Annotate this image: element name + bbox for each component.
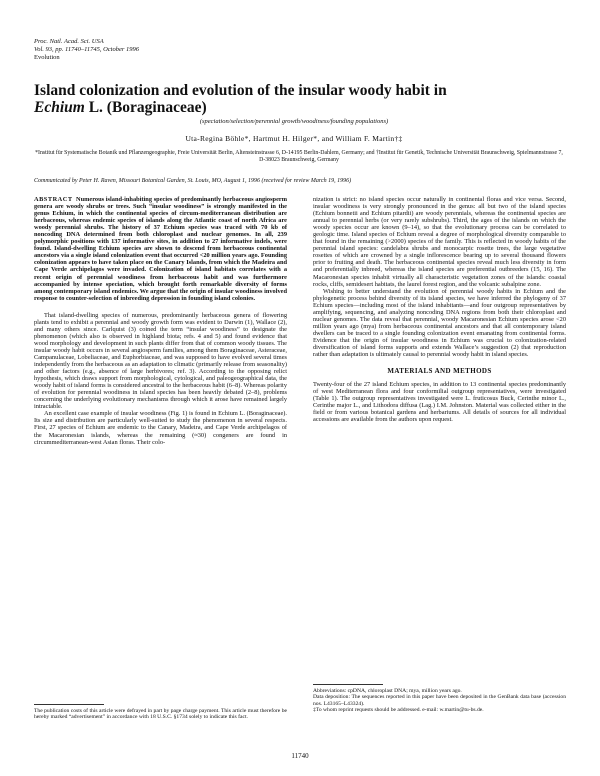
title-genus: Echium — [34, 99, 85, 116]
methods-paragraph: Twenty-four of the 27 island Echium species, in addition to 13 continental species predominantly of west Mediterranean flora and four conformilial outgroup representatives, were investigated (Table 1). The outgroup representatives investigated were L. fruticosus Buck, Cerinthe minor L., Cerinthe major L., and Lithodora diffusa (Lag.) I.M. Johnston. Material was collected either in the field or from various botanical gardens and herbariums. All details of sources for all individual accessions are available from the authors upon request. — [313, 381, 566, 424]
right-column — [313, 196, 566, 423]
volume-info: Vol. 93, pp. 11740–11745, October 1996 — [34, 46, 140, 53]
left-column — [34, 196, 287, 446]
footnote-rule — [34, 704, 104, 705]
abstract — [34, 196, 287, 302]
author-list: Uta-Regina Böhle*, Hartmut H. Hilger*, and William F. Martin†‡ — [185, 134, 403, 143]
correspondence: ‡To whom reprint requests should be addressed. e-mail: w.martin@tu-bs.de. — [313, 706, 484, 713]
abstract-text: Numerous island-inhabiting species of predominantly herbaceous angiosperm genera are woody shrubs or trees. Such “insular woodiness” is strongly manifested in the genus Echium, in which the continental species of circum-mediterranean distribution are herbaceous, whereas endemic species of islands along the Atlantic coast of north Africa are woody perennial shrubs. The history of 37 Echium species was traced with 70 kb of noncoding DNA determined from both chloroplast and nuclear genomes. In all, 239 polymorphic positions with 137 informative sites, in addition to 27 informative indels, were found. Island-dwelling Echium species are shown to descend from herbaceous continental ancestors via a single island colonization event that occurred <20 million years ago. Founding colonization appears to have taken place on the Canary Islands, from which the Madeira and Cape Verde archipelagos were invaded. Colonization of island habitats correlates with a recent origin of perennial woodiness from herbaceous habit and was furthermore accompanied by intense speciation, which brought forth remarkable diversity of forms among contemporary island endemics. We argue that the origin of insular woodiness involved response to counter-selection of inbreeding depression in founding island colonies. — [34, 196, 287, 302]
title-line-1: Island colonization and evolution of the insular woody habit in — [34, 82, 447, 99]
methods-heading: MATERIALS AND METHODS — [387, 367, 492, 376]
intro-paragraph-2: An excellent case example of insular woodiness (Fig. 1) is found in Echium L. (Boraginaceae). Its size and distribution are particularly well-suited to study the phenomenon in several respects. First, 27 species of Echium are endemic to the Canary, Madeira, and Cape Verde archipelagos of the Macaronesian islands, whereas the remaining (≈30) congeners are found in circummediterranean-west Asian floras. Their colo- — [34, 410, 287, 446]
page-number: 11740 — [291, 752, 309, 760]
intro-paragraph-1: That island-dwelling species of numerous, predominantly herbaceous genera of flowering plants tend to exhibit a perennial and woody growth form was evident to Darwin (1), Wallace (2), and many others since. Carlquist (3) coined the term “insular woodiness” to designate the phenomenon (which also is observed in highland biota; refs. 4 and 5) and found evidence that wood morphology and development in such plants differ from that of common woody tissues. The insular woody habit occurs in several angiosperm families, among them Boraginaceae, Asteraceae, Campanulaceae, Lobeliaceae, and Euphorbiaceae, and was supposed to have evolved several times independently from the herbaceous as an adaptation to climatic (primarily release from seasonality) and other factors (e.g., absence of large herbivores; ref. 3). According to the opposing relict hypothesis, which draws support from morphological, cytological, and paleogeographical data, the woody habit of island forms is considered ancestral to the herbaceous habit (6–8). Whereas polarity of evolution for perennial woodiness in island species has been heavily debated (2–8), problems concerning the underlying evolutionary mechanisms through which it arose have remained largely intractable. — [34, 311, 287, 411]
body-paragraph-2: Wishing to better understand the evolution of perennial woody habits in Echium and the phylogenetic process behind diversity of its island species, we have inferred the phylogeny of 37 Echium species—including most of the island inhabitants—and four outgroup representatives by amplifying, sequencing, and analyzing noncoding DNA regions from both their chloroplast and nuclear genomes. The data reveal that perennial, woody Macaronesian Echium species arose <20 million years ago (mya) from herbaceous continental ancestors and that all contemporary island dwellers can be traced to a single founding colonization event emanating from continental forms. Evidence that the origin of insular woodiness in Echium was crucial to colonization-related diversification of island forms supports and extends Wallace’s suggestion (2) that reproduction rather than adaptation is ultimately causal to perennial woody habit in island species. — [313, 287, 566, 359]
abbreviations-footnote — [313, 678, 566, 713]
abbreviations: Abbreviations: cpDNA, chloroplast DNA; mya, million years ago. — [313, 688, 462, 694]
keywords: (speciation/selection/perennial growth/woodiness/founding populations) — [199, 118, 389, 125]
body-paragraph-1: nization is strict: no island species occur naturally in continental floras and vice versa. Second, insular woodiness is very strongly pronounced in the genus: all but two of the island species (Echium bonnetii and Echium pitardii) are woody perennials, whereas the continental species are annual to perennial herbs (or very rarely subshrubs). Third, the ages of the islands on which the woody species occur are known (9–14), so that the evolutionary process can be correlated to geologic time. Island species of Echium reveal a degree of morphological diversity comparable to that found in the remaining (>2000) species of the family. This is reflected in woody habits of the perennial island species: candelabra shrubs and monocarpic rosette trees, the large vegetative rosettes of which are crowned by a single inflorescence bearing up to several thousand flowers prior to fruiting and death. The herbaceous continental species reveal much less diversity in form and preferentially inbreed, whereas the island species are preferential outbreeders (15, 16). The Macaronesian species inhabit virtually all characteristic vegetation zones of the islands: coastal rocks, cliffs, semidesert habitats, the laurel forest region, and the volcanic subalpine zone. — [313, 196, 566, 288]
footnote-rule-right — [313, 684, 383, 685]
article-title — [34, 82, 554, 116]
title-line-2: L. (Boraginaceae) — [84, 99, 207, 116]
abstract-label: ABSTRACT — [34, 196, 73, 203]
journal-masthead — [34, 38, 139, 62]
page-charge-footnote — [34, 698, 287, 721]
data-deposition: Data deposition: The sequences reported in this paper have been deposited in the GenBank data base (accession nos. L43165–L43324). — [313, 694, 566, 707]
section-label: Evolution — [34, 54, 60, 61]
affiliations: *Institut für Systematische Botanik und Pflanzengeographie, Freie Universität Berlin, Altensteinstrasse 6, D-14195 Berlin-Dahlem, Germany; and †Institut für Genetik, Technische Universität Braunschweig, Spielmannstrasse 7, D-38023 Braunschweig, Germany — [35, 150, 563, 163]
footnote-text: The publication costs of this article were defrayed in part by page charge payment. This article must therefore be hereby marked “advertisement” in accordance with 18 U.S.C. §1734 solely to indicate this fact. — [34, 708, 287, 721]
communicated-by: Communicated by Peter H. Raven, Missouri Botanical Garden, St. Louis, MO, August 1, 1996 (received for review March 19, 1996) — [34, 178, 352, 184]
journal-name: Proc. Natl. Acad. Sci. USA — [34, 38, 104, 45]
